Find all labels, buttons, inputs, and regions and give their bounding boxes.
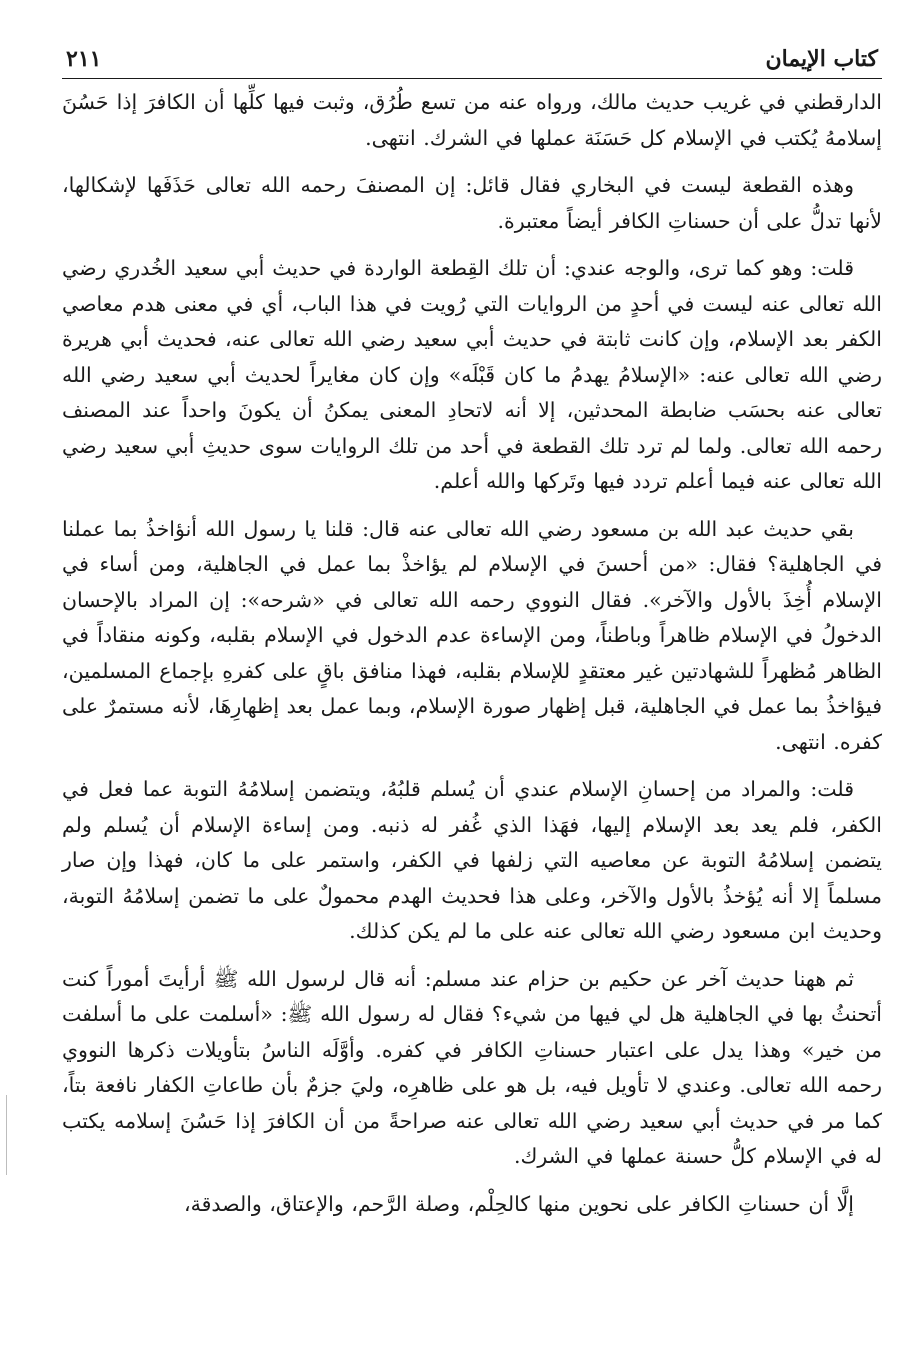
page-number: ٢١١	[66, 46, 102, 72]
page-header	[62, 28, 882, 72]
book-page	[62, 28, 882, 1234]
running-title: كتاب الإيمان	[765, 46, 878, 72]
paragraph: قلت: وهو كما ترى، والوجه عندي: أن تلك القِطعة الواردة في حديث أبي سعيد الخُدري رضي الله تعالى عنه ليست في أحدٍ من الروايات التي رُويت في هذا الباب، أي في معنى هدم معاصي الكفر بعد الإسلام، وإن كانت ثابتة في حديث أبي سعيد رضي الله تعالى عنه، فحديث أبي هريرة رضي الله تعالى عنه: «الإسلامُ يهدمُ ما كان قَبْلَه» وإن كان مغايراً لحديث أبي سعيد رضي الله تعالى عنه بحسَب ضابطة المحدثين، إلا أنه لاتحادِ المعنى يمكنُ أن يكونَ واحداً عند المصنف رحمه الله تعالى. ولما لم ترد تلك القطعة في أحد من تلك الروايات سوى حديثِ أبي سعيد رضي الله تعالى عنه فيما أعلم تردد فيها وتَركها والله أعلم.	[62, 256, 882, 493]
paragraph: ثم ههنا حديث آخر عن حكيم بن حزام عند مسلم: أنه قال لرسول الله ﷺ أرأيتَ أموراً كنت أتحنثُ بها في الجاهلية هل لي فيها من شيء؟ فقال له رسول الله ﷺ: «أسلمت على ما أسلفت من خير» وهذا يدل على اعتبار حسناتِ الكافر في كفره. وأوَّلَه الناسُ بتأويلات ذكرها النووي رحمه الله تعالى. وعندي لا تأويل فيه، بل هو على ظاهرِه، وليَ جزمٌ بأن طاعاتِ الكفار نافعة بتاً، كما مر في حديث أبي سعيد رضي الله تعالى عنه صراحةً من أن الكافرَ إذا حَسُنَ إسلامه يكتب له في الإسلام كلُّ حسنة عملها في الشرك.	[62, 966, 882, 1168]
paragraph: بقي حديث عبد الله بن مسعود رضي الله تعالى عنه قال: قلنا يا رسول الله أنؤاخذُ بما عملنا في الجاهلية؟ فقال: «من أحسنَ في الإسلام لم يؤاخذْ بما عمل في الجاهلية، ومن أساء في الإسلام أُخِذَ بالأول والآخر». فقال النووي رحمه الله تعالى في «شرحه»: إن المراد بالإحسان الدخولُ في الإسلام ظاهراً وباطناً، ومن الإساءة عدم الدخول في الإسلام بقلبه، وكونه منقاداً في الظاهر مُظهراً للشهادتين غير معتقدٍ للإسلام بقلبه، فهذا منافق باقٍ على كفرهِ بإجماع المسلمين، فيؤاخذُ بما عمل في الجاهلية، قبل إظهار صورة الإسلام، وبما عمل بعد إظهارِهَا، لأنه مستمرٌ على كفره. انتهى.	[62, 516, 882, 754]
margin-mark	[6, 1095, 7, 1175]
paragraph-continuation: الدارقطني في غريب حديث مالك، ورواه عنه من تسع طُرُق، وثبت فيها كلِّها أن الكافرَ إذا حَسُنَ إسلامهُ يُكتب في الإسلام كل حَسَنَة عملها في الشرك. انتهى.	[62, 90, 882, 150]
paragraph: قلت: والمراد من إحسانِ الإسلام عندي أن يُسلم قلبُهُ، ويتضمن إسلامُهُ التوبة عما فعل في الكفر، فلم يعد بعد الإسلام إليها، فهَذا الذي غُفر له ذنبه. ومن إساءة الإسلام أن يُسلم ولم يتضمن إسلامُهُ التوبة عن معاصيه التي زلفها في الكفر، واستمر على ما كان، فهذا وإن صار مسلماً إلا أنه يُؤخذُ بالأول والآخر، وعلى هذا فحديث الهدم محمولٌ على ما تضمن إسلامُهُ التوبة، وحديث ابن مسعود رضي الله تعالى عنه على ما لم يكن كذلك.	[62, 777, 882, 943]
header-rule	[62, 78, 882, 79]
paragraph: إلَّا أن حسناتِ الكافر على نحوين منها كالحِلْم، وصلة الرَّحم، والإعتاق، والصدقة،	[184, 1191, 854, 1216]
paragraph: وهذه القطعة ليست في البخاري فقال قائل: إن المصنفَ رحمه الله تعالى حَذَفَها لإشكالها، لأنها تدلُّ على أن حسناتِ الكافر أيضاً معتبرة.	[62, 173, 882, 233]
